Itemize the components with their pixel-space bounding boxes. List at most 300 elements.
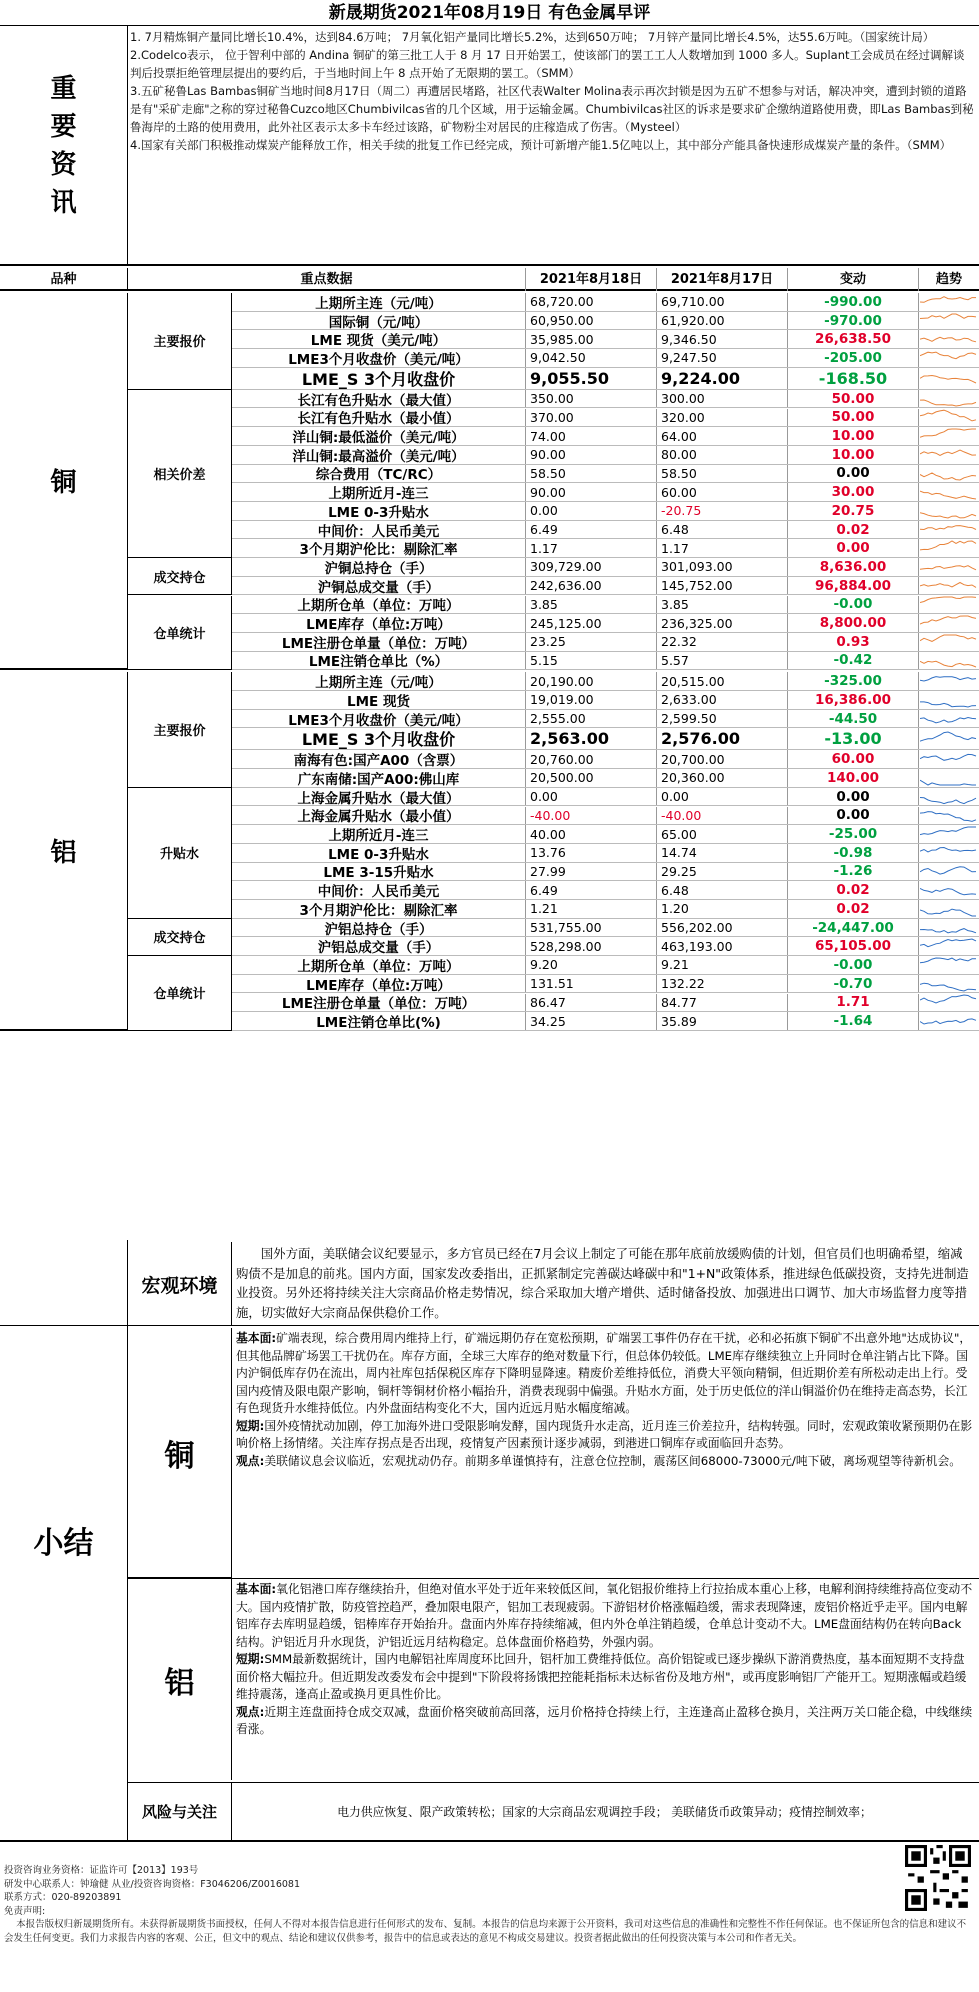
trend-sparkline <box>919 919 979 937</box>
row-name: 上期所近月-连三 <box>232 825 526 843</box>
sparkline-icon <box>920 672 978 690</box>
table-row <box>232 293 979 312</box>
row-value-current: 68,720.00 <box>526 293 657 311</box>
footer-line: 研发中心联系人：钟瑜健 从业/投资咨询资格：F3046206/Z0016081 <box>4 1878 301 1890</box>
trend-sparkline <box>919 539 979 557</box>
trend-sparkline <box>919 863 979 881</box>
footer-disclaimer: 本报告版权归新晟期货所有。未获得新晟期货书面授权，任何人不得对本报告信息进行任何形式的发布、复制。本报告的信息均来源于公开资料，我司对这些信息的准确性和完整性不作任何保证。也不保证所包含的信息和建议不会发生任何变更。我们力求报告内容的客观、公正，但文中的观点、结论和建议仅供参考，报告中的信息或表达的意见不构成交易建议。投资者据此做出的任何投资决策与本公司和作者无关。 <box>4 1919 967 1944</box>
metal-label: 铜 <box>0 293 128 670</box>
news-label-char: 重 <box>50 74 77 104</box>
risk-text: 电力供应恢复、限产政策转松；国家的大宗商品宏观调控手段； 美联储货币政策异动；疫情控制效率； <box>337 1805 872 1819</box>
row-value-current: 350.00 <box>526 390 657 408</box>
header-date1: 2021年8月18日 <box>526 268 657 291</box>
news-item: 3.五矿秘鲁Las Bambas铜矿当地时间8月17日（周二）再遭居民堵路，社区代表Walter Molina表示再次封锁是因为五矿不想参与对话，解决冲突，遭到封锁的道路是有"采矿走廊"之称的穿过秘鲁Cuzco地区Chumbivilcas省的几个区域，用于运输金属。Chumbivilcas社区的诉求是要求矿企缴纳道路使用费，即Las Bambas到秘鲁海岸的土路的使用费用，此外社区表示太多卡车经过该路，矿物粉尘对居民的庄稼造成了伤害。（Mysteel） <box>130 84 974 134</box>
row-change: -1.26 <box>788 863 919 881</box>
row-value-current: 2,555.00 <box>526 710 657 728</box>
table-row <box>232 769 979 788</box>
table-row <box>232 312 979 331</box>
sparkline-icon <box>920 577 978 595</box>
sparkline-icon <box>920 330 978 348</box>
row-value-current: 6.49 <box>526 521 657 539</box>
news-item: 1. 7月精炼铜产量同比增长10.4%，达到84.6万吨； 7月氧化铝产量同比增长5.2%，达到650万吨； 7月锌产量同比增长4.5%，达55.6万吨。（国家统计局） <box>130 30 935 44</box>
row-name: 国际铜（元/吨） <box>232 312 526 330</box>
row-value-current: 131.51 <box>526 975 657 993</box>
table-header <box>0 268 979 291</box>
sparkline-icon <box>920 483 978 501</box>
sparkline-icon <box>920 807 978 825</box>
row-name: 沪铝总成交量（手） <box>232 937 526 955</box>
row-value-current: 3.85 <box>526 596 657 614</box>
row-name: LME注销仓单比（%） <box>232 652 526 670</box>
row-value-previous: -40.00 <box>657 807 788 825</box>
row-value-current: 2,563.00 <box>526 728 657 749</box>
row-name: 3个月期沪伦比：剔除汇率 <box>232 539 526 557</box>
table-row <box>232 577 979 596</box>
row-value-current: 27.99 <box>526 863 657 881</box>
row-name: LME 0-3升贴水 <box>232 844 526 862</box>
sparkline-icon <box>920 863 978 881</box>
row-value-previous: 20,515.00 <box>657 672 788 690</box>
table-row <box>232 728 979 750</box>
row-value-previous: 2,599.50 <box>657 710 788 728</box>
row-change: 10.00 <box>788 446 919 464</box>
row-change: 30.00 <box>788 483 919 501</box>
row-change: 0.02 <box>788 881 919 899</box>
trend-sparkline <box>919 975 979 993</box>
trend-sparkline <box>919 691 979 709</box>
row-value-previous: 58.50 <box>657 465 788 483</box>
row-name: 沪铝总持仓（手） <box>232 919 526 937</box>
row-value-current: 90.00 <box>526 483 657 501</box>
row-value-previous: 2,576.00 <box>657 728 788 749</box>
row-value-current: 23.25 <box>526 633 657 651</box>
row-change: -205.00 <box>788 349 919 367</box>
table-row <box>232 614 979 633</box>
row-value-previous: 3.85 <box>657 596 788 614</box>
row-name: LME 现货（美元/吨） <box>232 330 526 348</box>
row-value-previous: 20,700.00 <box>657 750 788 768</box>
trend-sparkline <box>919 652 979 670</box>
row-change: -44.50 <box>788 710 919 728</box>
copper-summary-label: 铜 <box>128 1328 232 1578</box>
row-change: 65,105.00 <box>788 937 919 955</box>
row-value-previous: 132.22 <box>657 975 788 993</box>
row-change: 16,386.00 <box>788 691 919 709</box>
table-row <box>232 633 979 652</box>
trend-sparkline <box>919 577 979 595</box>
footer-line: 免责声明: <box>4 1905 46 1917</box>
sparkline-icon <box>920 390 978 408</box>
row-value-previous: 9,346.50 <box>657 330 788 348</box>
sparkline-icon <box>920 975 978 993</box>
sparkline-icon <box>920 1012 978 1030</box>
row-change: -13.00 <box>788 728 919 749</box>
trend-sparkline <box>919 312 979 330</box>
row-name: 中间价：人民币美元 <box>232 881 526 899</box>
divider <box>0 1840 979 1842</box>
row-name: 洋山铜:最高溢价（美元/吨） <box>232 446 526 464</box>
row-change: 26,638.50 <box>788 330 919 348</box>
trend-sparkline <box>919 994 979 1012</box>
row-name: 上期所主连（元/吨） <box>232 672 526 690</box>
sparkline-icon <box>920 633 978 651</box>
row-change: -0.70 <box>788 975 919 993</box>
sparkline-icon <box>920 596 978 614</box>
row-value-previous: 22.32 <box>657 633 788 651</box>
row-name: 上海金属升贴水（最大值） <box>232 788 526 806</box>
page-title: 新晟期货2021年08月19日 有色金属早评 <box>0 0 979 26</box>
table-row <box>232 994 979 1013</box>
table-row <box>232 390 979 409</box>
news-label <box>0 26 128 266</box>
sparkline-icon <box>920 769 978 787</box>
header-change: 变动 <box>788 268 919 291</box>
group-label: 升贴水 <box>128 788 232 919</box>
row-change: -0.00 <box>788 956 919 974</box>
news-label-char: 资 <box>50 150 77 180</box>
trend-sparkline <box>919 956 979 974</box>
row-change: 1.71 <box>788 994 919 1012</box>
table-row <box>232 483 979 502</box>
row-value-previous: 6.48 <box>657 521 788 539</box>
row-value-current: 40.00 <box>526 825 657 843</box>
row-value-current: 13.76 <box>526 844 657 862</box>
sparkline-icon <box>920 844 978 862</box>
aluminium-view-tag: 观点: <box>236 1704 265 1719</box>
row-change: -0.98 <box>788 844 919 862</box>
aluminium-summary-label: 铝 <box>128 1579 232 1780</box>
table-row <box>232 349 979 368</box>
news-list <box>130 28 975 154</box>
row-value-previous: 14.74 <box>657 844 788 862</box>
row-value-current: 5.15 <box>526 652 657 670</box>
sparkline-icon <box>920 446 978 464</box>
row-value-previous: 9,247.50 <box>657 349 788 367</box>
sparkline-icon <box>920 293 978 311</box>
row-name: LME_S 3个月收盘价 <box>232 728 526 749</box>
group-label: 仓单统计 <box>128 956 232 1031</box>
row-change: -24,447.00 <box>788 919 919 937</box>
trend-sparkline <box>919 390 979 408</box>
row-change: 0.00 <box>788 788 919 806</box>
row-value-previous: 0.00 <box>657 788 788 806</box>
table-row <box>232 937 979 956</box>
row-value-current: 1.21 <box>526 900 657 918</box>
trend-sparkline <box>919 728 979 749</box>
copper-summary-body <box>232 1330 977 1470</box>
row-value-previous: 65.00 <box>657 825 788 843</box>
row-value-previous: 145,752.00 <box>657 577 788 595</box>
row-change: -1.64 <box>788 1012 919 1030</box>
aluminium-basic-text: 氧化铝港口库存继续抬升，但绝对值水平处于近年来较低区间，氧化铝报价维持上行拉抬成本重心上移，电解利润持续维持高位变动不大。国内疫情扩散，防疫管控趋严，叠加限电限产，铝加工表现疲弱。下游铝材价格涨幅趋缓，需求表现降速，废铝价格近乎走平。国内电解铝库存去库明显趋缓，铝棒库存开始抬升。盘面内外库存持续缩减，但内外仓单注销趋缓，仓单总计变动不大。LME盘面结构仍在转向Back结构。沪铝近月升水现货，沪铝近远月结构稳定。总体盘面价格趋势，外强内弱。 <box>236 1582 973 1649</box>
sparkline-icon <box>920 614 978 632</box>
sparkline-icon <box>920 369 978 387</box>
news-item: 2.Codelco表示， 位于智利中部的 Andina 铜矿的第三批工人于 8 月 17 日开始罢工，使该部门的罢工工人人数增加到 1000 多人。Suplant工会成员在经过调解谈判后投票拒绝管理层提出的要约后，于当地时间上午 8 点开始了无限期的罢工。（SMM） <box>130 48 965 80</box>
row-name: LME注册仓单量（单位：万吨） <box>232 994 526 1012</box>
header-date2: 2021年8月17日 <box>657 268 788 291</box>
trend-sparkline <box>919 596 979 614</box>
sparkline-icon <box>920 919 978 937</box>
trend-sparkline <box>919 807 979 825</box>
row-value-current: 20,760.00 <box>526 750 657 768</box>
row-value-current: 245,125.00 <box>526 614 657 632</box>
summary-label: 小结 <box>0 1240 128 1840</box>
group-label: 主要报价 <box>128 293 232 390</box>
sparkline-icon <box>920 521 978 539</box>
qr-code-icon <box>905 1845 971 1911</box>
row-value-current: 86.47 <box>526 994 657 1012</box>
row-value-current: 528,298.00 <box>526 937 657 955</box>
sparkline-icon <box>920 994 978 1012</box>
row-name: 长江有色升贴水（最小值） <box>232 409 526 427</box>
row-value-previous: 6.48 <box>657 881 788 899</box>
row-value-current: 34.25 <box>526 1012 657 1030</box>
header-variety: 品种 <box>0 268 128 291</box>
sparkline-icon <box>920 710 978 728</box>
row-value-previous: 5.57 <box>657 652 788 670</box>
trend-sparkline <box>919 614 979 632</box>
sparkline-icon <box>920 349 978 367</box>
table-row <box>232 975 979 994</box>
row-value-previous: 556,202.00 <box>657 919 788 937</box>
row-change: 20.75 <box>788 502 919 520</box>
row-change: 0.02 <box>788 521 919 539</box>
trend-sparkline <box>919 409 979 427</box>
trend-sparkline <box>919 521 979 539</box>
sparkline-icon <box>920 956 978 974</box>
table-row <box>232 807 979 826</box>
row-value-current: 1.17 <box>526 539 657 557</box>
row-value-previous: 84.77 <box>657 994 788 1012</box>
trend-sparkline <box>919 427 979 445</box>
table-row <box>232 956 979 975</box>
news-label-char: 要 <box>50 112 77 142</box>
row-value-previous: 301,093.00 <box>657 558 788 576</box>
group-label: 仓单统计 <box>128 596 232 671</box>
row-name: 上期所仓单（单位：万吨） <box>232 956 526 974</box>
row-value-current: 9.20 <box>526 956 657 974</box>
table-row <box>232 750 979 769</box>
row-value-current: 19,019.00 <box>526 691 657 709</box>
copper-short-text: 国外疫情扰动加剧，停工加海外进口受限影响发酵，国内现货升水走高，近月连三价差拉升，结构转强。同时，宏观政策收紧预期仍在影响价格上扬情绪。关注库存拐点是否出现，疫情复产因素预计逐步减弱，到港进口铜库存或面临回升态势。 <box>236 1418 973 1450</box>
news-item: 4.国家有关部门积极推动煤炭产能释放工作，相关手续的批复工作已经完成，预计可新增产能1.5亿吨以上，其中部分产能具备快速形成煤炭产量的条件。（SMM） <box>130 138 952 152</box>
row-value-previous: 300.00 <box>657 390 788 408</box>
row-change: -0.42 <box>788 652 919 670</box>
row-change: 10.00 <box>788 427 919 445</box>
row-value-current: 6.49 <box>526 881 657 899</box>
row-name: 南海有色:国产A00（含票） <box>232 750 526 768</box>
row-value-previous: -20.75 <box>657 502 788 520</box>
table-row <box>232 691 979 710</box>
aluminium-basic-tag: 基本面: <box>236 1582 277 1596</box>
trend-sparkline <box>919 825 979 843</box>
row-change: 60.00 <box>788 750 919 768</box>
table-row <box>232 539 979 558</box>
trend-sparkline <box>919 293 979 311</box>
aluminium-summary-body <box>232 1581 977 1739</box>
sparkline-icon <box>920 730 978 748</box>
row-value-current: 531,755.00 <box>526 919 657 937</box>
divider <box>128 1578 979 1579</box>
row-value-current: 0.00 <box>526 788 657 806</box>
table-row <box>232 558 979 577</box>
row-value-previous: 35.89 <box>657 1012 788 1030</box>
row-name: LME 0-3升贴水 <box>232 502 526 520</box>
group-label: 主要报价 <box>128 672 232 788</box>
aluminium-short-text: SMM最新数据统计，国内电解铝社库周度环比回升，铝杆加工费维持低位。高价铝锭或已逐步操纵下游消费热度，基本面短期不支持盘面价格大幅拉升。但近期发改委发布会中提到"下阶段将扬饿把控能耗指标未达标省份及地方州"，或再度影响铝厂产能开工。短期涨幅或趋缓维持震荡，逢高止盈或换月更具性价比。 <box>236 1652 967 1701</box>
aluminium-view-text: 近期主连盘面持仓成交双减，盘面价格突破前高回落，远月价格持仓持续上行，主连逢高止盈移仓换月，关注两万关口能企稳，中线继续看涨。 <box>236 1704 973 1736</box>
row-value-current: 20,500.00 <box>526 769 657 787</box>
row-change: -168.50 <box>788 368 919 389</box>
row-change: -0.00 <box>788 596 919 614</box>
footer-line: 投资咨询业务资格：证监许可【2013】193号 <box>4 1865 199 1876</box>
trend-sparkline <box>919 672 979 690</box>
news-section <box>0 26 979 266</box>
row-name: 中间价：人民币美元 <box>232 521 526 539</box>
trend-sparkline <box>919 349 979 367</box>
group-label: 成交持仓 <box>128 558 232 595</box>
copper-short-tag: 短期: <box>236 1418 265 1433</box>
trend-sparkline <box>919 330 979 348</box>
row-name: 上期所主连（元/吨） <box>232 293 526 311</box>
row-value-current: 60,950.00 <box>526 312 657 330</box>
footer-line: 联系方式：020-89203891 <box>4 1892 122 1903</box>
row-value-current: 370.00 <box>526 409 657 427</box>
row-name: LME注销仓单比(%) <box>232 1012 526 1030</box>
row-name: 上期所近月-连三 <box>232 483 526 501</box>
row-change: 96,884.00 <box>788 577 919 595</box>
row-change: 140.00 <box>788 769 919 787</box>
row-value-current: 309,729.00 <box>526 558 657 576</box>
table-row <box>232 502 979 521</box>
table-row <box>232 652 979 671</box>
trend-sparkline <box>919 937 979 955</box>
row-value-previous: 9,224.00 <box>657 368 788 389</box>
sparkline-icon <box>920 409 978 427</box>
sparkline-icon <box>920 427 978 445</box>
sparkline-icon <box>920 788 978 806</box>
row-value-previous: 69,710.00 <box>657 293 788 311</box>
copper-basic-tag: 基本面: <box>236 1331 277 1345</box>
trend-sparkline <box>919 710 979 728</box>
row-name: LME 3-15升贴水 <box>232 863 526 881</box>
table-row <box>232 521 979 540</box>
row-change: 0.00 <box>788 465 919 483</box>
table-row <box>232 881 979 900</box>
row-value-previous: 2,633.00 <box>657 691 788 709</box>
table-row <box>232 710 979 729</box>
trend-sparkline <box>919 769 979 787</box>
table-row <box>232 427 979 446</box>
table-row <box>232 825 979 844</box>
row-name: LME3个月收盘价（美元/吨） <box>232 349 526 367</box>
row-change: -25.00 <box>788 825 919 843</box>
table-row <box>232 900 979 919</box>
trend-sparkline <box>919 368 979 389</box>
row-name: 沪铜总持仓（手） <box>232 558 526 576</box>
row-change: 50.00 <box>788 409 919 427</box>
trend-sparkline <box>919 502 979 520</box>
table-row <box>232 788 979 807</box>
sparkline-icon <box>920 881 978 899</box>
trend-sparkline <box>919 788 979 806</box>
row-change: 50.00 <box>788 390 919 408</box>
row-value-current: 9,042.50 <box>526 349 657 367</box>
row-change: 8,800.00 <box>788 614 919 632</box>
trend-sparkline <box>919 900 979 918</box>
row-value-previous: 9.21 <box>657 956 788 974</box>
trend-sparkline <box>919 881 979 899</box>
row-value-previous: 61,920.00 <box>657 312 788 330</box>
row-name: 3个月期沪伦比：剔除汇率 <box>232 900 526 918</box>
row-name: LME库存（单位:万吨） <box>232 614 526 632</box>
trend-sparkline <box>919 1012 979 1030</box>
row-change: 0.00 <box>788 539 919 557</box>
row-value-current: 74.00 <box>526 427 657 445</box>
row-change: 8,636.00 <box>788 558 919 576</box>
sparkline-icon <box>920 691 978 709</box>
row-name: 沪铜总成交量（手） <box>232 577 526 595</box>
row-name: 长江有色升贴水（最大值） <box>232 390 526 408</box>
row-value-current: 242,636.00 <box>526 577 657 595</box>
row-change: 0.02 <box>788 900 919 918</box>
row-value-previous: 236,325.00 <box>657 614 788 632</box>
copper-view-text: 美联储议息会议临近，宏观扰动仍存。前期多单谨慎持有，注意仓位控制，震荡区间68000-73000元/吨下破，离场观望等待新机会。 <box>264 1453 962 1468</box>
table-row <box>232 330 979 349</box>
metal-label: 铝 <box>0 672 128 1031</box>
sparkline-icon <box>920 465 978 483</box>
row-value-previous: 1.17 <box>657 539 788 557</box>
table-row <box>232 919 979 938</box>
group-label: 相关价差 <box>128 390 232 558</box>
macro-label: 宏观环境 <box>128 1242 232 1326</box>
sparkline-icon <box>920 825 978 843</box>
row-name: 上期所仓单（单位：万吨） <box>232 596 526 614</box>
sparkline-icon <box>920 652 978 670</box>
macro-text: 国外方面，美联储会议纪要显示，多方官员已经在7月会议上制定了可能在那年底前放缓购债的计划，但官员们也明确希望，缩减购债不是加息的前兆。国内方面，国家发改委指出，正抓紧制定完善碳达峰碳中和"1+N"政策体系，推进绿色低碳投资，支持先进制造业投资。另外还将持续关注大宗商品价格走势情况，综合采取加大增产增供、适时储备投放、加强进出口调节、加大市场监督力度等措施，切实做好大宗商品保供稳价工作。 <box>236 1246 969 1320</box>
aluminium-short-tag: 短期: <box>236 1652 265 1666</box>
sparkline-icon <box>920 937 978 955</box>
sparkline-icon <box>920 558 978 576</box>
row-change: -990.00 <box>788 293 919 311</box>
trend-sparkline <box>919 750 979 768</box>
news-label-char: 讯 <box>50 188 77 218</box>
row-name: LME 现货 <box>232 691 526 709</box>
row-value-previous: 20,360.00 <box>657 769 788 787</box>
row-value-current: 20,190.00 <box>526 672 657 690</box>
row-value-current: 58.50 <box>526 465 657 483</box>
row-name: LME3个月收盘价（美元/吨） <box>232 710 526 728</box>
row-name: LME库存（单位:万吨） <box>232 975 526 993</box>
row-name: LME_S 3个月收盘价 <box>232 368 526 389</box>
table-row <box>232 672 979 691</box>
row-value-current: 0.00 <box>526 502 657 520</box>
table-row <box>232 844 979 863</box>
row-value-previous: 29.25 <box>657 863 788 881</box>
trend-sparkline <box>919 558 979 576</box>
table-row <box>232 465 979 484</box>
table-row <box>232 446 979 465</box>
copper-view-tag: 观点: <box>236 1453 265 1468</box>
row-value-current: 90.00 <box>526 446 657 464</box>
sparkline-icon <box>920 900 978 918</box>
row-name: 综合费用（TC/RC） <box>232 465 526 483</box>
row-value-previous: 463,193.00 <box>657 937 788 955</box>
trend-sparkline <box>919 633 979 651</box>
sparkline-icon <box>920 750 978 768</box>
table-row <box>232 596 979 615</box>
trend-sparkline <box>919 465 979 483</box>
